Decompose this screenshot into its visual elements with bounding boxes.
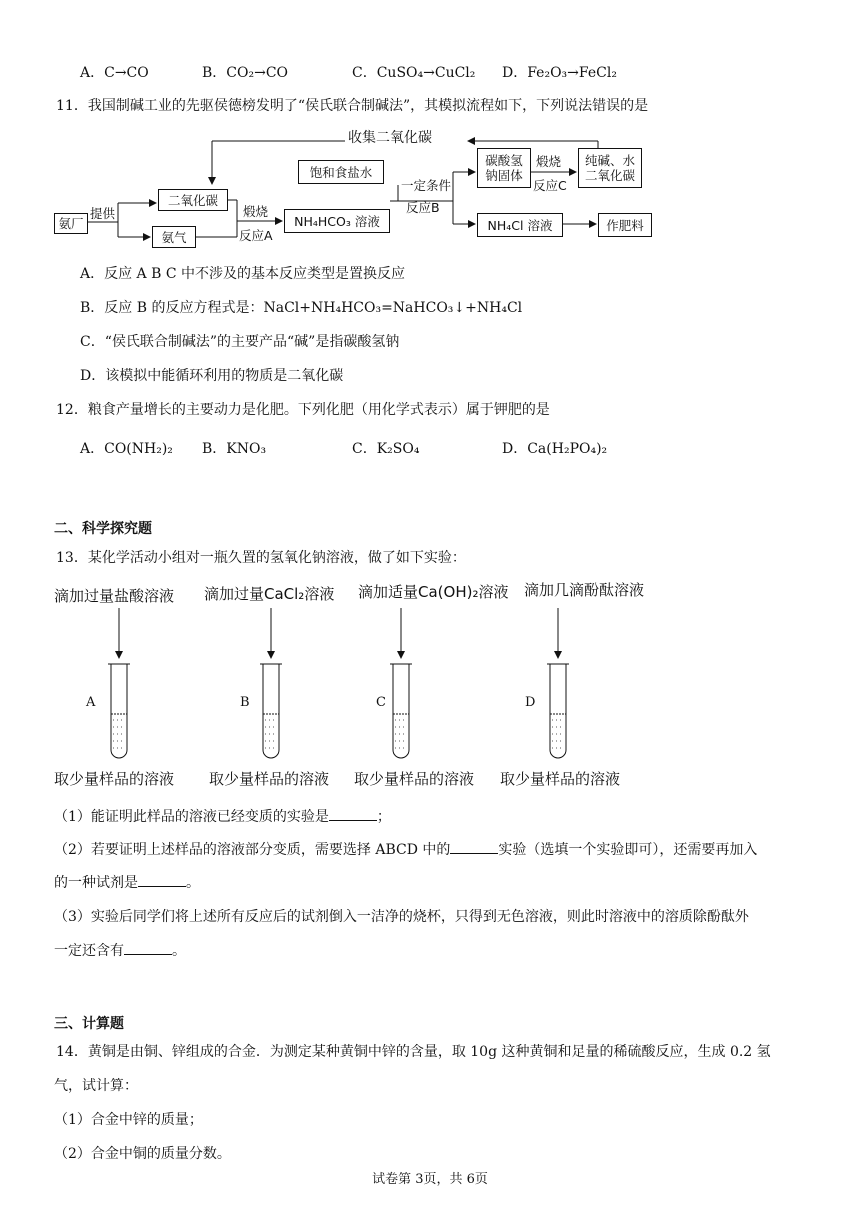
q13-part-3-end: 。: [172, 943, 186, 959]
q11-option-b: B．反应 B 的反应方程式是：NaCl+NH₄HCO₃=NaHCO₃↓+NH₄Cl: [80, 300, 523, 316]
flow-fertilizer-box: 作肥料: [598, 213, 652, 237]
flow-soda-line2: 二氧化碳: [584, 168, 635, 183]
q13-part-2-cont: [54, 872, 200, 892]
sample-label-b: 取少量样品的溶液: [209, 770, 330, 788]
q12-option-c: C．K₂SO₄: [352, 441, 420, 457]
flow-collect-co2: 收集二氧化碳: [348, 130, 432, 146]
flow-ammonia-plant: 氨厂: [54, 213, 88, 234]
sample-label-c: 取少量样品的溶液: [354, 770, 475, 788]
answer-blank-1[interactable]: [329, 808, 377, 821]
flow-soda-box: [578, 148, 642, 188]
section-2-heading: 二、科学探究题: [54, 521, 152, 537]
q13-part-2-end: 。: [186, 875, 200, 891]
q13-stem: 13．某化学活动小组对一瓶久置的氢氧化钠溶液，做了如下实验：: [56, 550, 466, 566]
sample-label-d: 取少量样品的溶液: [500, 770, 621, 788]
q14-stem-2: 气，试计算：: [54, 1078, 138, 1094]
sample-label-a: 取少量样品的溶液: [54, 770, 175, 788]
test-tubes-figure: [0, 600, 860, 770]
tube-c: [390, 664, 412, 758]
section-3-heading: 三、计算题: [54, 1016, 124, 1032]
flow-soda-line1: 纯碱、水: [584, 153, 635, 168]
flow-nh4cl-box: NH₄Cl 溶液: [477, 213, 563, 237]
flow-condition: 一定条件: [401, 178, 452, 193]
q11-option-a: A．反应 A B C 中不涉及的基本反应类型是置换反应: [80, 266, 406, 282]
tube-label-c: C: [376, 695, 386, 710]
reagent-a: 滴加过量盐酸溶液: [54, 587, 175, 605]
q13-part-3: （3）实验后同学们将上述所有反应后的试剂倒入一洁净的烧杯，只得到无色溶液，则此时溶液中的溶质除酚酞外: [54, 909, 749, 925]
flow-calcine-a: 煅烧: [243, 204, 269, 219]
q13-part-3-text: 一定还含有: [54, 943, 124, 959]
q13-part-1-text: （1）能证明此样品的溶液已经变质的实验是: [54, 809, 329, 825]
flow-reaction-b: 反应B: [406, 200, 440, 215]
flow-nahco3-line2: 钠固体: [485, 168, 523, 183]
q10-option-c: C．CuSO₄→CuCl₂: [352, 65, 476, 81]
q13-part-2-mid: 实验（选填一个实验即可），还需要再加入: [498, 842, 758, 858]
q12-stem: 12．粮食产量增长的主要动力是化肥。下列化肥（用化学式表示）属于钾肥的是: [56, 402, 550, 418]
page-footer: 试卷第 3页，共 6页: [372, 1172, 488, 1187]
flow-provide-label: 提供: [90, 206, 116, 221]
q11-option-d: D．该模拟中能循环利用的物质是二氧化碳: [80, 368, 344, 384]
flow-nahco3-box: [477, 148, 531, 188]
q11-option-c: C．“侯氏联合制碱法”的主要产品“碱”是指碳酸氢钠: [80, 334, 400, 350]
flow-reaction-c: 反应C: [533, 178, 567, 193]
q13-part-1: [54, 806, 391, 826]
tube-label-d: D: [525, 695, 536, 710]
answer-blank-3[interactable]: [138, 874, 186, 887]
q14-part-1: （1）合金中锌的质量；: [54, 1112, 203, 1128]
flow-co2-box: 二氧化碳: [158, 189, 228, 211]
q14-part-2: （2）合金中铜的质量分数。: [54, 1146, 231, 1162]
answer-blank-2[interactable]: [450, 841, 498, 854]
reagent-c: 滴加适量Ca(OH)₂溶液: [358, 583, 509, 601]
tube-b: [260, 664, 282, 758]
tube-label-a: A: [86, 695, 96, 710]
q12-option-a: A．CO(NH₂)₂: [80, 441, 173, 457]
q10-option-b: B．CO₂→CO: [202, 65, 289, 81]
flow-nh3-box: 氨气: [152, 226, 196, 248]
q13-part-1-end: ；: [376, 809, 391, 825]
flow-brine-box: 饱和食盐水: [298, 160, 384, 184]
q13-part-2: [54, 839, 757, 859]
tube-d: [547, 664, 569, 758]
flow-nahco3-line1: 碳酸氢: [485, 153, 523, 168]
q13-part-2-text: （2）若要证明上述样品的溶液部分变质，需要选择 ABCD 中的: [54, 842, 451, 858]
reagent-b: 滴加过量CaCl₂溶液: [204, 585, 335, 603]
q14-stem-1: 14．黄铜是由铜、锌组成的合金．为测定某种黄铜中锌的含量，取 10g 这种黄铜和足量的稀硫酸反应，生成 0.2 氢: [56, 1044, 771, 1060]
reagent-d: 滴加几滴酚酞溶液: [524, 581, 645, 599]
q10-option-d: D．Fe₂O₃→FeCl₂: [502, 65, 617, 81]
q11-stem: 11．我国制碱工业的先驱侯德榜发明了“侯氏联合制碱法”，其模拟流程如下，下列说法错误的是: [56, 98, 649, 114]
flow-calcine-c: 煅烧: [536, 154, 562, 169]
flow-nh4hco3-box: NH₄HCO₃ 溶液: [284, 209, 390, 233]
answer-blank-4[interactable]: [124, 942, 172, 955]
q10-option-a: A．C→CO: [80, 65, 149, 81]
tube-a: [108, 664, 130, 758]
flow-reaction-a: 反应A: [239, 228, 273, 243]
q12-option-b: B．KNO₃: [202, 441, 267, 457]
tube-label-b: B: [240, 695, 250, 710]
q13-part-2-text2: 的一种试剂是: [54, 875, 138, 891]
q12-option-d: D．Ca(H₂PO₄)₂: [502, 441, 608, 457]
q13-part-3-cont: [54, 940, 186, 960]
